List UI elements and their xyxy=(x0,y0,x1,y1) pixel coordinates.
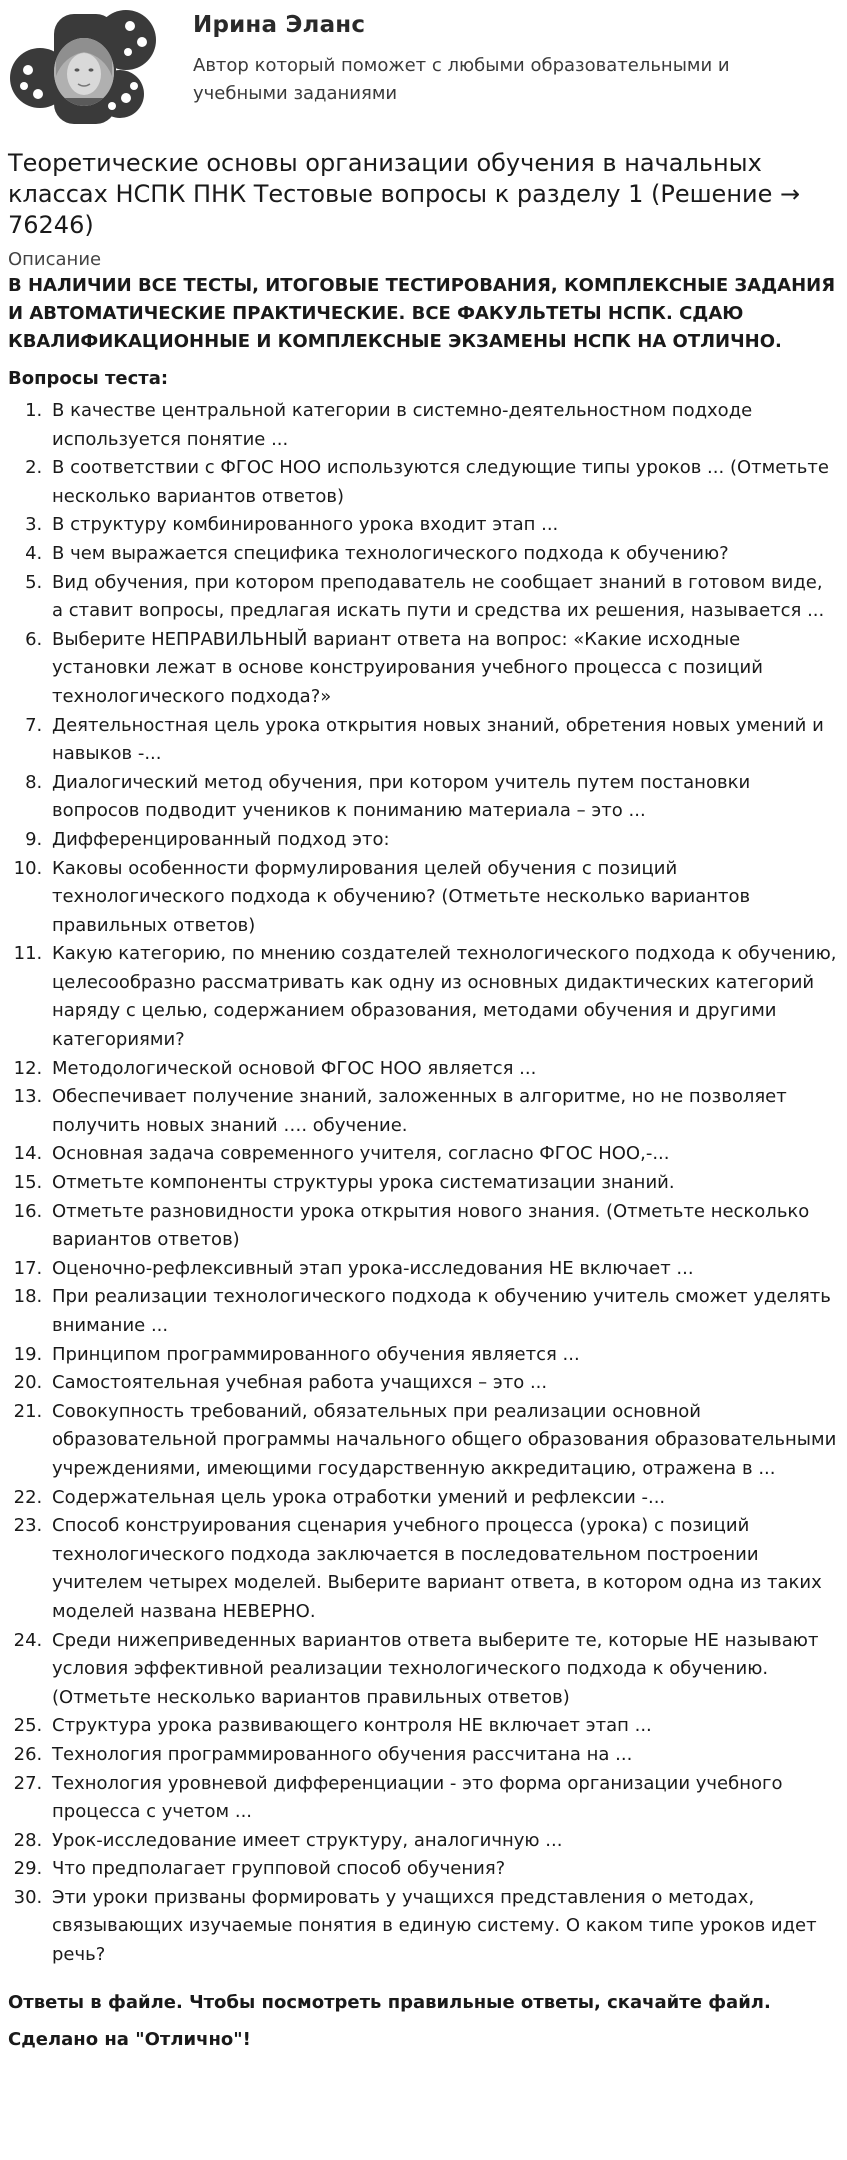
question-item: 13. Обеспечивает получение знаний, заложенных в алгоритме, но не позволяет получить новых знаний …. обучение. xyxy=(48,1083,838,1140)
author-card xyxy=(8,0,839,138)
question-item: 16. Отметьте разновидности урока открытия нового знания. (Отметьте несколько вариантов ответов) xyxy=(48,1198,838,1255)
question-item: 4. В чем выражается специфика технологического подхода к обучению? xyxy=(48,540,838,569)
description-lead: В НАЛИЧИИ ВСЕ ТЕСТЫ, ИТОГОВЫЕ ТЕСТИРОВАНИЯ, КОМПЛЕКСНЫЕ ЗАДАНИЯ И АВТОМАТИЧЕСКИЕ ПРАКТИЧЕСКИЕ. ВСЕ ФАКУЛЬТЕТЫ НСПК. СДАЮ КВАЛИФИКАЦИОННЫЕ И КОМПЛЕКСНЫЕ ЭКЗАМЕНЫ НСПК НА ОТЛИЧНО. xyxy=(8,275,836,352)
question-item: 24. Среди нижеприведенных вариантов ответа выберите те, которые НЕ называют условия эффективной реализации технологического подхода к обучению. (Отметьте несколько вариантов правильных ответов) xyxy=(48,1627,838,1713)
description-label: Описание xyxy=(8,249,102,270)
question-item: 10. Каковы особенности формулирования целей обучения с позиций технологического подхода к обучению? (Отметьте несколько вариантов правильных ответов) xyxy=(48,855,838,941)
question-item: 22. Содержательная цель урока отработки умений и рефлексии -... xyxy=(48,1484,838,1513)
question-item: 21. Совокупность требований, обязательных при реализации основной образовательной программы начального общего образования образовательными учреждениями, имеющими государственную аккредитацию, отражена в ... xyxy=(48,1398,838,1484)
question-item: 27. Технология уровневой дифференциации - это форма организации учебного процесса с учетом ... xyxy=(48,1770,838,1827)
question-item: 26. Технология программированного обучения рассчитана на ... xyxy=(48,1741,838,1770)
questions-heading: Вопросы теста: xyxy=(8,368,169,389)
author-name[interactable]: Ирина Эланс xyxy=(193,12,366,38)
question-item: 3. В структуру комбинированного урока входит этап ... xyxy=(48,511,838,540)
film-reel-avatar-icon xyxy=(8,6,163,128)
questions-list xyxy=(8,397,838,1970)
question-item: 11. Какую категорию, по мнению создателей технологического подхода к обучению, целесообразно рассматривать как одну из основных дидактических категорий наряду с целью, содержанием образования, методами обучения и другими категориями? xyxy=(48,940,838,1054)
question-item: 25. Структура урока развивающего контроля НЕ включает этап ... xyxy=(48,1712,838,1741)
question-item: 8. Диалогический метод обучения, при котором учитель путем постановки вопросов подводит учеников к пониманию материала – это ... xyxy=(48,769,838,826)
question-item: 15. Отметьте компоненты структуры урока систематизации знаний. xyxy=(48,1169,838,1198)
question-item: 5. Вид обучения, при котором преподаватель не сообщает знаний в готовом виде, а ставит вопросы, предлагая искать пути и средства их решения, называется ... xyxy=(48,569,838,626)
question-item: 19. Принципом программированного обучения является ... xyxy=(48,1341,838,1370)
question-item: 20. Самостоятельная учебная работа учащихся – это ... xyxy=(48,1369,838,1398)
question-item: 29. Что предполагает групповой способ обучения? xyxy=(48,1855,838,1884)
document-title: Теоретические основы организации обучения в начальных классах НСПК ПНК Тестовые вопросы к разделу 1 (Решение → 76246) xyxy=(8,149,801,239)
question-item: 28. Урок-исследование имеет структуру, аналогичную ... xyxy=(48,1827,838,1856)
question-item: 18. При реализации технологического подхода к обучению учитель сможет уделять внимание ... xyxy=(48,1283,838,1340)
author-description: Автор который поможет с любыми образовательными и учебными заданиями xyxy=(193,55,730,104)
question-item: 9. Дифференцированный подход это: xyxy=(48,826,838,855)
question-item: 30. Эти уроки призваны формировать у учащихся представления о методах, связывающих изучаемые понятия в единую систему. О каком типе уроков идет речь? xyxy=(48,1884,838,1970)
question-item: 14. Основная задача современного учителя, согласно ФГОС НОО,-... xyxy=(48,1140,838,1169)
question-item: 2. В соответствии с ФГОС НОО используются следующие типы уроков ... (Отметьте несколько вариантов ответов) xyxy=(48,454,838,511)
avatar[interactable] xyxy=(8,6,163,128)
question-item: 12. Методологической основой ФГОС НОО является ... xyxy=(48,1055,838,1084)
question-item: 6. Выберите НЕПРАВИЛЬНЫЙ вариант ответа на вопрос: «Какие исходные установки лежат в основе конструирования учебного процесса с позиций технологического подхода?» xyxy=(48,626,838,712)
question-item: 1. В качестве центральной категории в системно-деятельностном подходе используется понятие ... xyxy=(48,397,838,454)
question-item: 7. Деятельностная цель урока открытия новых знаний, обретения новых умений и навыков -... xyxy=(48,712,838,769)
question-item: 17. Оценочно-рефлексивный этап урока-исследования НЕ включает ... xyxy=(48,1255,838,1284)
answers-note: Ответы в файле. Чтобы посмотреть правильные ответы, скачайте файл. xyxy=(8,1991,771,2013)
quality-note: Сделано на "Отлично"! xyxy=(8,2028,251,2050)
question-item: 23. Способ конструирования сценария учебного процесса (урока) с позиций технологического подхода заключается в последовательном построении учителем четырех моделей. Выберите вариант ответа, в котором одна из таких моделей названа НЕВЕРНО. xyxy=(48,1512,838,1626)
